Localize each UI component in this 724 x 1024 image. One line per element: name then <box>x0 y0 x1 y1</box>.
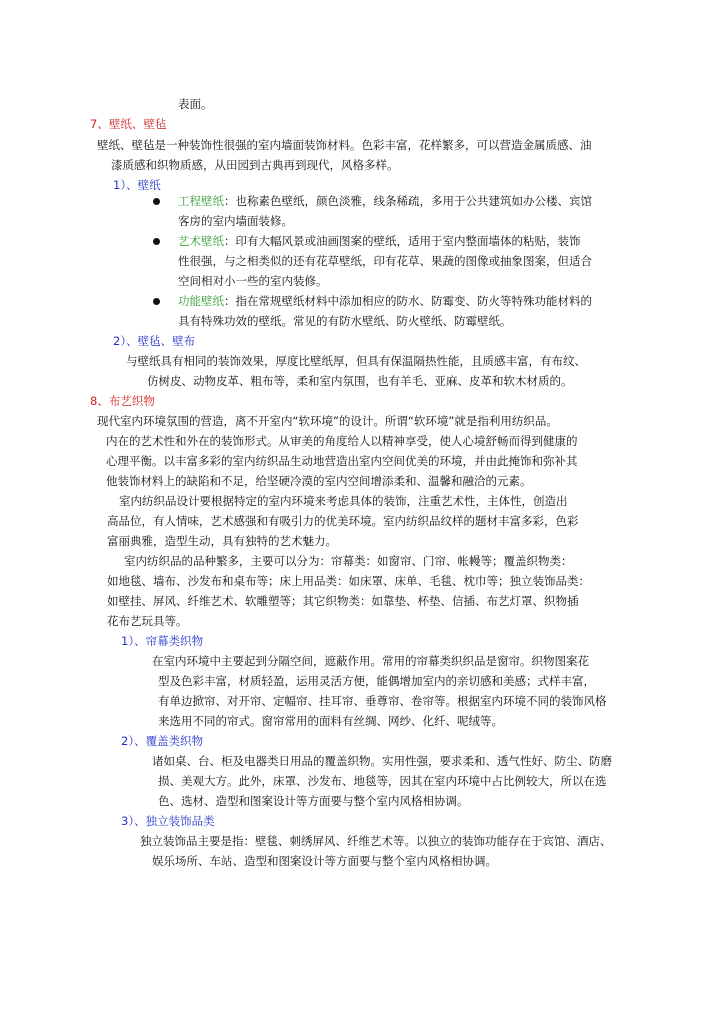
bullet-icon <box>153 238 160 245</box>
wall-felt-line: 仿树皮、动物皮革、粗布等，柔和室内氛围，也有羊毛、亚麻、皮革和软木材质的。 <box>147 374 573 388</box>
wall-felt-subheading: 2）、壁毡、壁布 <box>113 334 196 348</box>
wallpaper-subheading: 1）、壁纸 <box>113 178 161 192</box>
bullet-icon <box>153 198 160 205</box>
section-8-para2-line: 高品位，有人情味，艺术感强和有吸引力的优美环境。室内纺织品纹样的题材丰富多彩，色彩 <box>107 514 579 528</box>
term-text: ：也称素色壁纸，颜色淡雅，线条稀疏，多用于公共建筑如办公楼、宾馆 <box>224 194 592 208</box>
bullet-item-functional-wallpaper <box>178 291 592 311</box>
section-7-heading: 7、壁纸、壁毡 <box>90 117 167 131</box>
bullet-item-cont-line: 性很强，与之相类似的还有花草壁纸，印有花草、果蔬的图像或抽象图案，但适合 <box>178 254 592 268</box>
term-label: 工程壁纸 <box>178 194 224 208</box>
section-8-para1-line: 他装饰材料上的缺陷和不足，给坚硬冷漠的室内空间增添柔和、温馨和融洽的元素。 <box>106 474 532 488</box>
bullet-item-art-wallpaper <box>178 231 581 251</box>
section-8-para3-line: 如壁挂、屏风、纤维艺术、软雕塑等；其它织物类：如靠垫、杯垫、信插、布艺灯罩、织物插 <box>107 594 579 608</box>
bullet-item-cont-line: 空间相对小一些的室内装修。 <box>178 274 328 288</box>
bullet-icon <box>153 298 160 305</box>
covering-fabric-subheading: 2）、覆盖类织物 <box>121 734 204 748</box>
covering-fabric-line: 色、选材、造型和图案设计等方面要与整个室内风格相协调。 <box>158 794 469 808</box>
section-8-para2-line: 富丽典雅，造型生动，具有独特的艺术魅力。 <box>107 534 337 548</box>
curtain-fabric-line: 来选用不同的帘式。窗帘常用的面料有丝绸、网纱、化纤、呢绒等。 <box>158 714 503 728</box>
section-8-para1-line: 心理平衡。以丰富多彩的室内纺织品生动地营造出室内空间优美的环境，并由此掩饰和弥补其 <box>106 454 578 468</box>
term-label: 艺术壁纸 <box>178 234 224 248</box>
section-8-heading: 8、布艺织物 <box>90 394 155 408</box>
term-text: ：印有大幅风景或油画图案的壁纸，适用于室内整面墙体的粘贴，装饰 <box>224 234 581 248</box>
section-7-intro-line: 漆质感和织物质感，从田园到古典再到现代，风格多样。 <box>111 158 399 172</box>
standalone-decor-subheading: 3）、独立装饰品类 <box>121 814 215 828</box>
curtain-fabric-line: 在室内环境中主要起到分隔空间，遮蔽作用。常用的帘幕类织织品是窗帘。织物图案花 <box>152 654 589 668</box>
covering-fabric-line: 诸如桌、台、柜及电器类日用品的覆盖织物。实用性强，要求柔和、透气性好、防尘、防磨 <box>152 754 612 768</box>
standalone-decor-line: 独立装饰品主要是指：壁毯、刺绣屏风、纤维艺术等。以独立的装饰功能存在于宾馆、酒店、 <box>140 834 612 848</box>
section-8-para1-line: 现代室内环境氛围的营造，离不开室内“软环境”的设计。所谓“软环境”就是指利用纺织品。 <box>97 414 558 428</box>
covering-fabric-line: 损、美观大方。此外，床罩、沙发布、地毯等，因其在室内环境中占比例较大，所以在选 <box>158 774 607 788</box>
term-label: 功能壁纸 <box>178 294 224 308</box>
curtain-fabric-subheading: 1）、帘幕类织物 <box>121 634 204 648</box>
bullet-item-cont-line: 具有特殊功效的壁纸。常见的有防水壁纸、防火壁纸、防霉壁纸。 <box>178 314 512 328</box>
term-text: ：指在常规壁纸材料中添加相应的防水、防霉变、防火等特殊功能材料的 <box>224 294 592 308</box>
bullet-item-engineering-wallpaper <box>178 191 592 211</box>
section-8-para2-line: 室内纺织品设计要根据特定的室内环境来考虑具体的装饰，注重艺术性，主体性，创造出 <box>119 494 568 508</box>
section-8-para3-line: 花布艺玩具等。 <box>107 614 188 628</box>
wall-felt-line: 与壁纸具有相同的装饰效果，厚度比壁纸厚，但具有保温隔热性能，且质感丰富，有布纹、 <box>126 354 586 368</box>
section-8-para3-line: 如地毯、墙布、沙发布和桌布等；床上用品类：如床罩、床单、毛毯、枕巾等；独立装饰品类： <box>107 574 590 588</box>
section-8-para3-line: 室内纺织品的品种繁多，主要可以分为：帘幕类：如窗帘、门帘、帐幔等；覆盖织物类： <box>124 554 573 568</box>
curtain-fabric-line: 型及色彩丰富，材质轻盈，运用灵活方便，能偶增加室内的亲切感和美感；式样丰富， <box>158 674 595 688</box>
continuation-text: 表面。 <box>178 97 213 111</box>
bullet-item-cont-line: 客房的室内墙面装修。 <box>178 214 293 228</box>
section-7-intro-line: 壁纸、壁毡是一种装饰性很强的室内墙面装饰材料。色彩丰富，花样繁多，可以营造金属质感、油 <box>97 138 592 152</box>
curtain-fabric-line: 有单边掀帘、对开帘、定幅帘、挂耳帘、垂尊帘、卷帘等。根据室内环境不同的装饰风格 <box>158 694 607 708</box>
standalone-decor-line: 娱乐场所、车站、造型和图案设计等方面要与整个室内风格相协调。 <box>152 854 497 868</box>
section-8-para1-line: 内在的艺术性和外在的装饰形式。从审美的角度给人以精神享受，使人心境舒畅而得到健康的 <box>106 434 578 448</box>
